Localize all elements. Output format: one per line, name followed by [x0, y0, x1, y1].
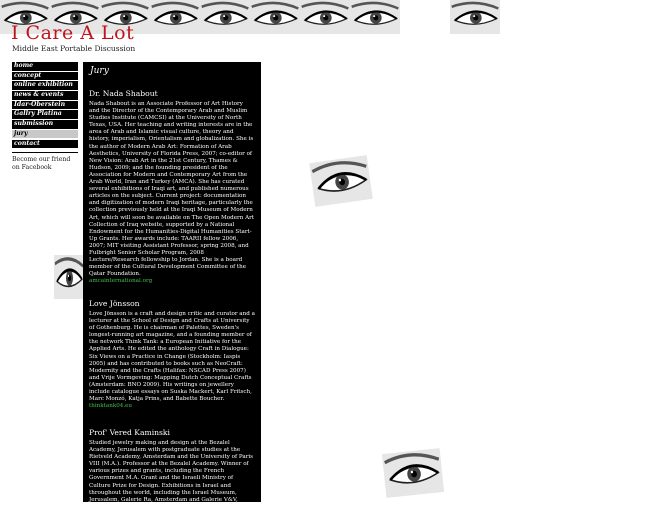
nav-item-concept[interactable]: concept	[12, 72, 78, 81]
page-title: Jury	[90, 66, 109, 76]
jury-entry	[89, 89, 255, 285]
nav-item-online-exhibition[interactable]: online exhibition	[12, 81, 78, 90]
jury-bio: Love Jönsson is a craft and design critic and curator and a lecturer at the School of Design and Crafts at University of Gothenburg. He is chairman of Palettes, Sweden's longest-running art magazine, and a founding member of the network Think Tank: a European Initiative for the Applied Arts. He edited the anthology Craft in Dialogue: Six Views on a Practice in Change (Stockholm: Iaspis 2005) and has contributed to books such as NeoCraft: Modernity and the Crafts (Halifax: NSCAD Press 2007) and Vrije Vormgeving: Mapping Dutch Conceptual Crafts (Amsterdam: BNO 2009). His writings on jewellery include catalogue essays on Suska Mackert, Karl Fritsch, Marc Monzó, Katja Prins, and Babette Boucher.	[89, 311, 255, 403]
nav-item-contact[interactable]: contact	[12, 140, 78, 149]
site-title[interactable]: I Care A Lot	[11, 22, 135, 44]
nav-item-home[interactable]: home	[12, 62, 78, 71]
jury-bio: Nada Shabout is an Associate Professor of Art History and the Director of the Contemporary Arab and Muslim Studies Institute (CAMCSI) at the University of North Texas, USA. Her teaching and writing interests are in the area of Arab and Islamic visual culture, theory and history, imperialism, Orientalism and globalization. She is the author of Modern Arab Art: Formation of Arab Aesthetics, University of Florida Press, 2007; co-editor of New Vision: Arab Art in the 21st Century, Thames & Hudson, 2009; and the founding president of the Association for Modern and Contemporary Art from the Arab World, Iran and Turkey (AMCA). She has curated several exhibitions of Iraqi art, and published numerous articles on the subject. Current project: documentation and digitization of modern Iraqi heritage, particularly the collection previously held at the Iraqi Museum of Modern Art, which will soon be available on The Open Modern Art Collection of Iraq website, supported by a National Endowment for the Humanities-Digital Humanities Start-Up Grants. Her awards include: TAARII fellow 2006, 2007; MIT visiting Assistant Professor, spring 2008, and Fulbright Senior Scholar Program, 2008 Lecture/Research fellowship to Jordan. She is a board member of the Cultural Development Committee of the Qatar Foundation.	[89, 101, 255, 278]
facebook-line-1: Become our friend	[12, 156, 71, 163]
eye-image	[450, 0, 500, 34]
jury-link[interactable]: amcainternational.org	[89, 278, 153, 285]
jury-name: Prof' Vered Kaminski	[89, 428, 170, 437]
eye-image	[54, 255, 84, 299]
eye-image	[200, 0, 250, 34]
jury-entry	[89, 299, 255, 410]
nav-item-jury[interactable]: jury	[12, 130, 78, 139]
site-tagline: Middle East Portable Discussion	[12, 44, 136, 53]
nav-item-idar-oberstein[interactable]: Idar-Oberstein	[12, 101, 78, 110]
eye-image	[150, 0, 200, 34]
eye-image	[300, 0, 350, 34]
main-content	[83, 62, 261, 510]
nav-item-submission[interactable]: submission	[12, 120, 78, 129]
jury-bio: Studied jewelry making and design at the Bezalel Academy, Jerusalem with postgraduate studies at the Rietveld Academy, Amsterdam and the University of Paris VIII (M.A.). Professor at the Bezalel Academy. Winner of various prizes and grants, including the French Government M.A. Grant and the Israeli Ministry of Culture Prize for Design. Exhibitions in Israel and throughout the world, including the Israel Museum, Jerusalem, Galerie Ra, Amsterdam and Galerie V&V, Vienna. Works in the	[89, 440, 254, 510]
jury-link[interactable]: thinktank04.eu	[89, 403, 133, 410]
jury-entry	[89, 428, 255, 511]
facebook-link[interactable]	[12, 156, 78, 171]
eye-image	[309, 155, 373, 207]
sidebar-nav	[12, 62, 78, 171]
eye-image	[350, 0, 400, 34]
nav-divider	[12, 152, 78, 153]
facebook-line-2: on Facebook	[12, 163, 52, 171]
nav-item-news-events[interactable]: news & events	[12, 91, 78, 100]
eye-image	[250, 0, 300, 34]
eye-image	[382, 448, 444, 498]
jury-name: Love Jönsson	[89, 299, 140, 308]
nav-item-gallry-platina[interactable]: Gallry Platina	[12, 110, 78, 119]
jury-name: Dr. Nada Shabout	[89, 89, 158, 98]
